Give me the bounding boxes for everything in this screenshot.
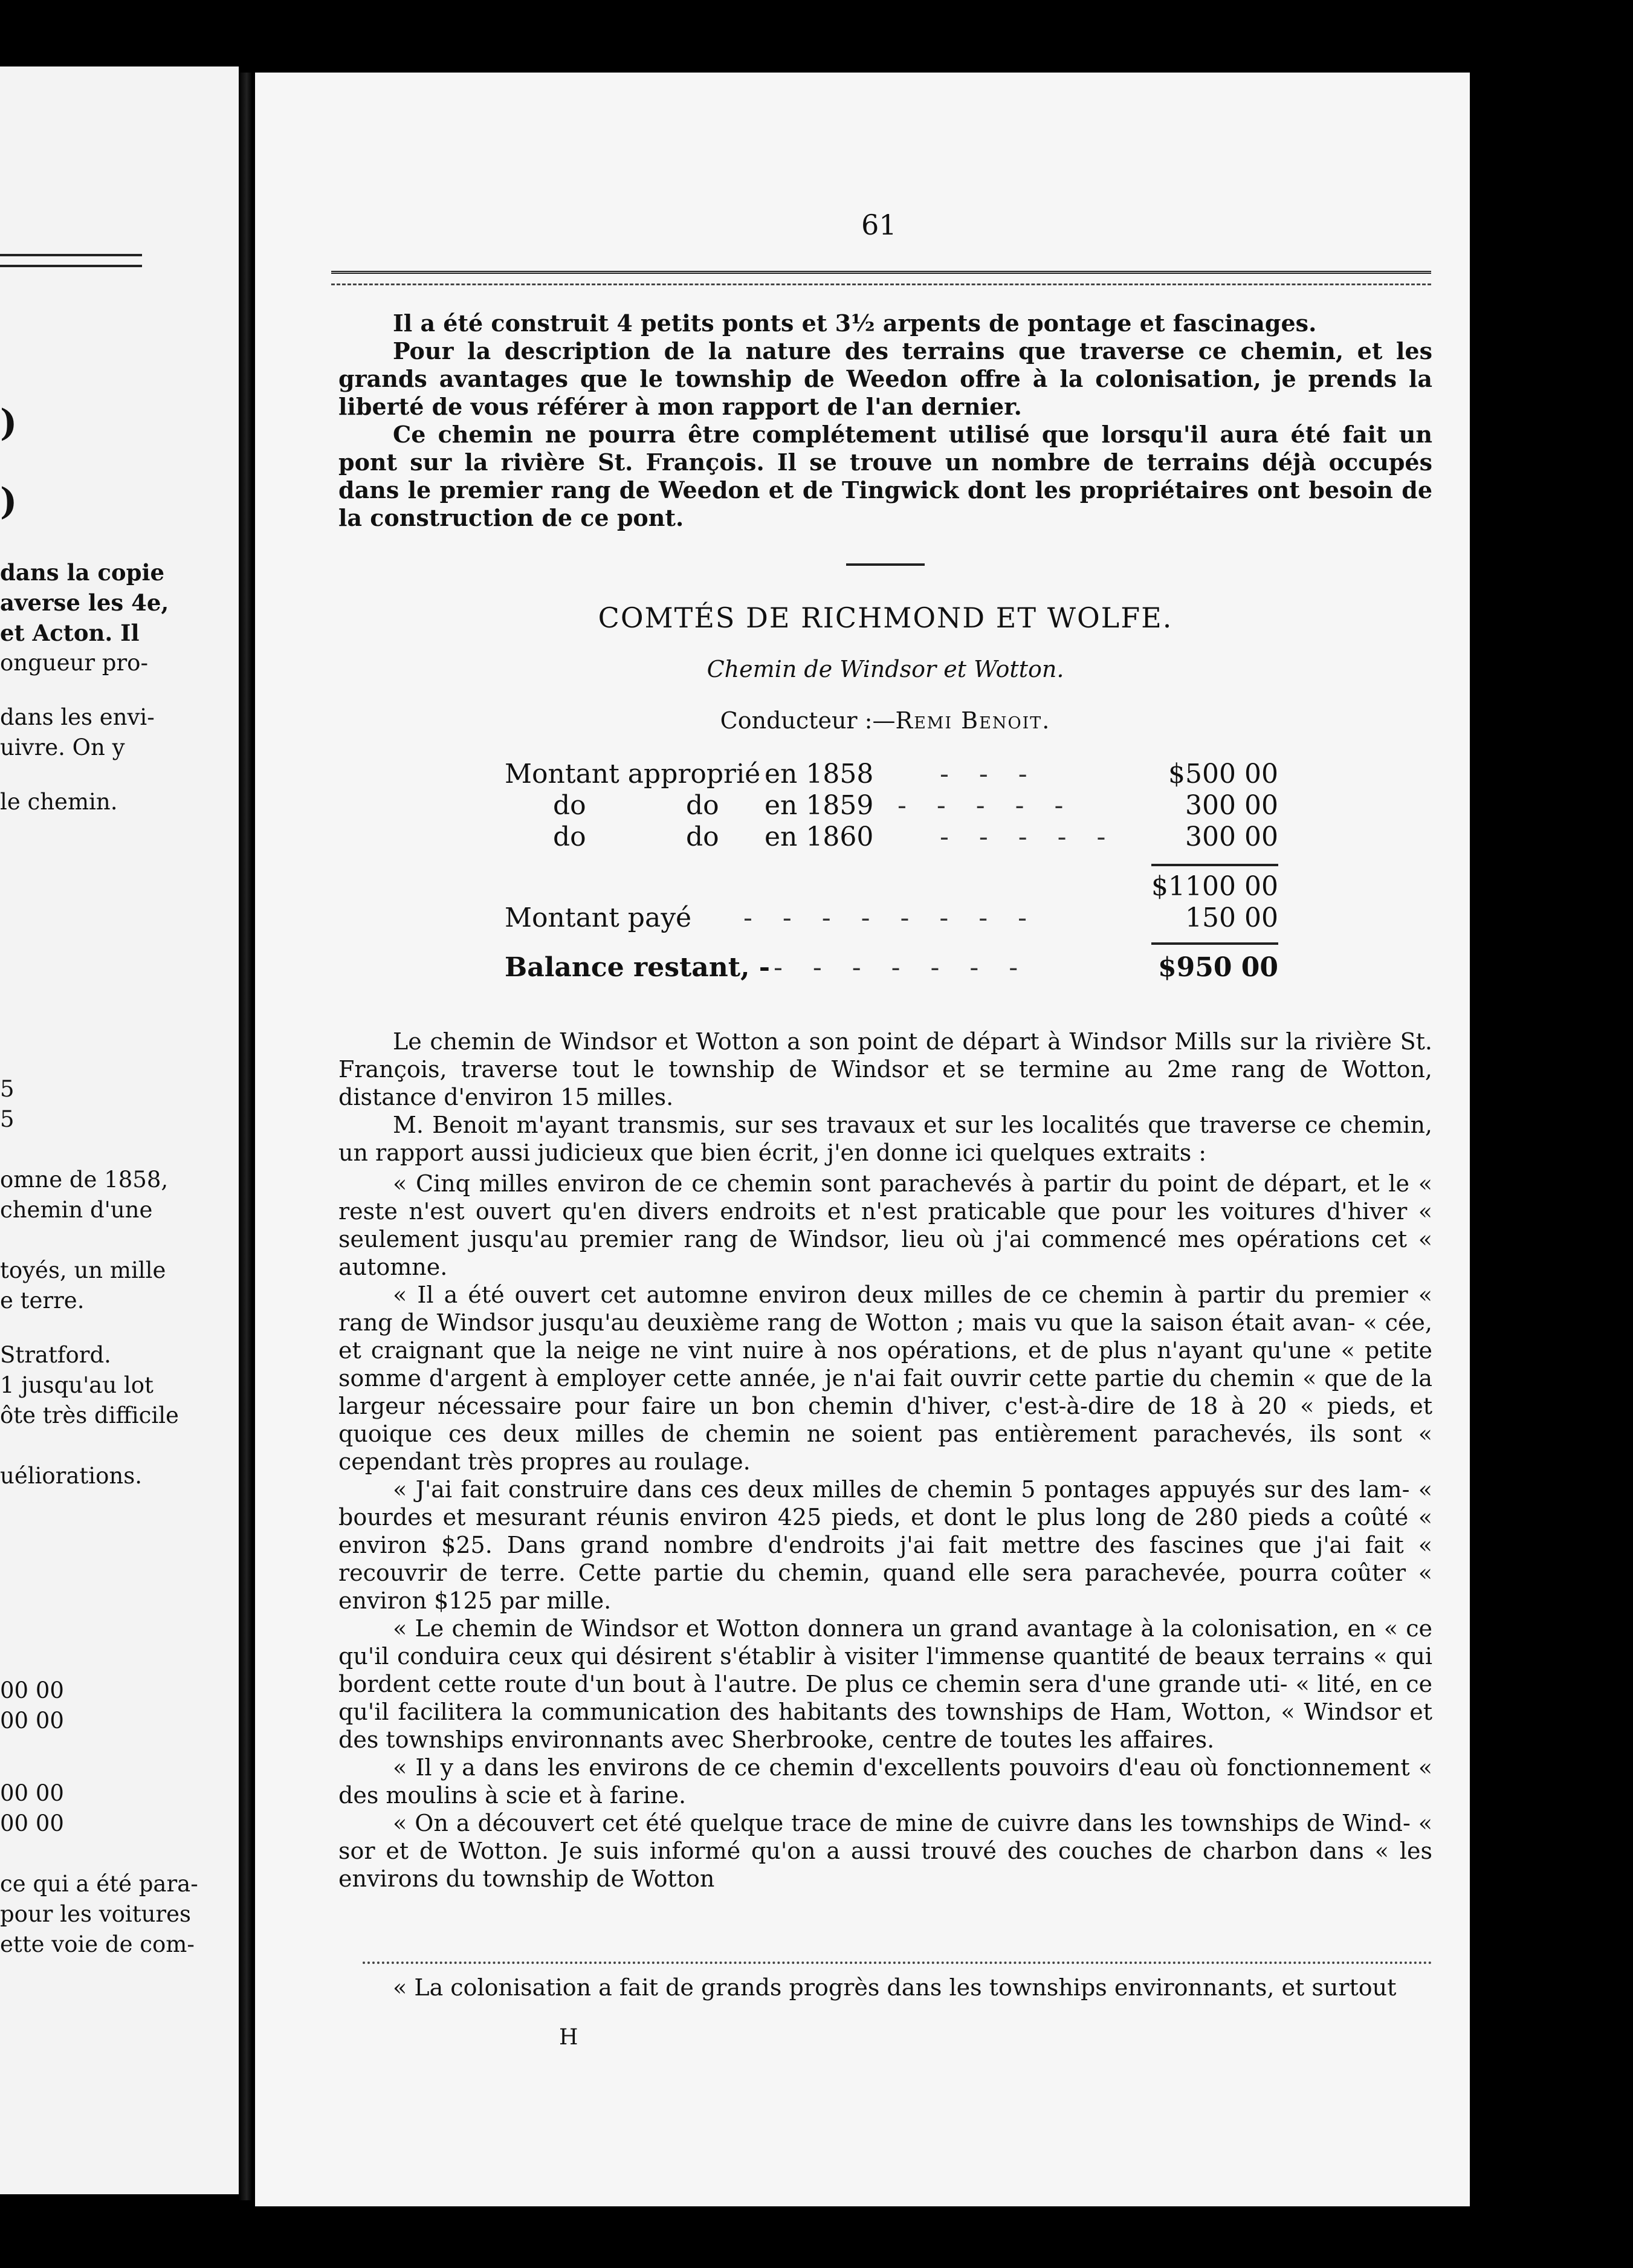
conducteur-label: Conducteur :— [720,707,896,734]
account-mid: do [686,790,719,821]
left-fragment: e terre. [0,1288,85,1314]
account-year: en 1859 [765,790,874,821]
left-fragment: toyés, un mille [0,1257,166,1283]
balance-label: Balance restant, - [505,952,771,983]
account-row: Montant approprié en 1858 --- $500 00 [505,759,1278,789]
quote-paragraph: « La colonisation a fait de grands progrès dans les townships environnants, et surtout [393,1974,1397,2001]
left-fragment: le chemin. [0,789,118,815]
ellipsis-line [363,1962,1432,1964]
left-fragment: 00 00 [0,1708,64,1734]
account-year: en 1858 [765,759,874,789]
sum-rule [1151,942,1278,945]
account-balance-row: Balance restant, - ------- $950 00 [505,952,1278,983]
section-subheading: Chemin de Windsor et Wotton. [707,656,1064,682]
left-fragment: dans les envi- [0,704,155,730]
left-fragment: omne de 1858, [0,1167,169,1193]
account-label: Montant approprié [505,759,761,789]
left-page-fragment [0,66,239,2194]
account-label: do [553,790,586,821]
account-row: do do en 1859 ----- 300 00 [553,790,1278,821]
section-heading: COMTÉS DE RICHMOND ET WOLFE. [598,601,1173,634]
left-fragment: uivre. On y [0,734,125,760]
left-fragment: Stratford. [0,1342,111,1368]
left-page-mark: ) [0,402,18,444]
intro-paragraph: Pour la description de la nature des terrains que traverse ce chemin, et les grands avantages que le township de Weedon offre à la colonisation, je prends la liberté de vous référer à mon rapport de l'an dernier. [338,337,1432,420]
accounts-table [505,759,1278,983]
left-fragment: pour les voitures [0,1901,191,1927]
account-row: do do en 1860 ----- 300 00 [553,821,1278,852]
account-paid-row: Montant payé -------- 150 00 [505,902,1278,933]
section-separator [846,563,925,566]
account-amount: 300 00 [1185,790,1278,821]
left-fragment: ce qui a été para- [0,1871,198,1897]
sum-rule [1151,864,1278,866]
left-page-mark: ) [0,481,18,523]
quote-paragraph: « Il y a dans les environs de ce chemin d'excellents pouvoirs d'eau où fonctionnement « des moulins à scie et à farine. [338,1754,1432,1809]
left-fragment: 00 00 [0,1677,64,1703]
quote-paragraph: « Le chemin de Windsor et Wotton donnera un grand avantage à la colonisation, en « ce qu'il conduira ceux qui désirent s'établir à visiter l'immense quantité de beaux terrains « qui bordent cette route d'un bout à l'autre. De plus ce chemin sera d'une grande uti- « lité, en ce qu'il facilitera la communication des habitants des townships de Ham, Wotton, « Windsor et des townships environnants avec Sherbrooke, centre de toutes les affaires. [338,1615,1432,1753]
body-paragraph: M. Benoit m'ayant transmis, sur ses travaux et sur les localités que traverse ce chemin, un rapport aussi judicieux que bien écrit, j'en donne ici quelques extraits : [338,1112,1432,1166]
quote-paragraph: « Cinq milles environ de ce chemin sont parachevés à partir du point de départ, et le « reste n'est ouvert qu'en divers endroits et n'est praticable que pour les voitures d'hiver « seulement jusqu'au premier rang de Windsor, lieu où j'ai commencé mes opérations cet « automne. [338,1170,1432,1280]
quoted-extracts [338,1170,1432,1893]
account-amount: 300 00 [1185,821,1278,852]
left-fragment: 00 00 [0,1780,64,1806]
account-label: do [553,821,586,852]
quote-paragraph: « On a découvert cet été quelque trace de mine de cuivre dans les townships de Wind- « sor et de Wotton. Je suis informé qu'on a aussi trouvé des couches de charbon dans « les environs du township de Wotton [338,1810,1432,1892]
balance-amount: $950 00 [1157,952,1278,983]
left-fragment: chemin d'une [0,1197,153,1223]
body-paragraph: Le chemin de Windsor et Wotton a son point de départ à Windsor Mills sur la rivière St. François, traverse tout le township de Windsor et se termine au 2me rang de Wotton, distance d'environ 15 milles. [338,1028,1432,1110]
left-fragment: 5 [0,1106,15,1132]
quote-paragraph: « Il a été ouvert cet automne environ deux milles de ce chemin à partir du premier « rang de Windsor jusqu'au deuxième rang de Wotton ; mais vu que la saison était avan- « cée, et craignant que la neige ne vint nuire à nos opérations, et de plus n'ayant qu'une « petite somme d'argent à employer cette année, je n'ai fait ouvrir cette partie du chemin « que de la largeur nécessaire pour faire un bon chemin d'hiver, c'est-à-dire de 18 à 20 « pieds, et quoique ces deux milles de chemin ne soient pas entièrement parachevés, ils sont « cependant très propres au roulage. [338,1281,1432,1475]
left-page-rule [0,254,142,267]
intro-paragraph: Il a été construit 4 petits ponts et 3½ arpents de pontage et fascinages. [393,309,1317,337]
conducteur-name: Remi Benoit. [895,707,1051,734]
book-spine [239,73,252,2200]
paid-amount: 150 00 [1185,902,1278,933]
header-rule [331,271,1431,285]
left-fragment: 5 [0,1076,15,1102]
left-fragment: 1 jusqu'au lot [0,1372,154,1398]
left-fragment: ette voie de com- [0,1931,195,1957]
quoted-extracts-end [338,1974,1432,2001]
intro-section [338,309,1432,532]
account-total-row [505,871,1278,902]
page-number: 61 [861,209,897,241]
left-fragment: averse les 4e, [0,589,169,616]
left-fragment: ôte très difficile [0,1402,179,1428]
conducteur-line [338,707,1432,734]
account-amount: $500 00 [1168,759,1278,789]
left-fragment: uéliorations. [0,1463,142,1489]
quote-paragraph: « J'ai fait construire dans ces deux milles de chemin 5 pontages appuyés sur des lam- « bourdes et mesurant réunis environ 425 pieds, et dont le plus long de 280 pieds a coûté « environ $25. Dans grand nombre d'endroits j'ai fait mettre des fascines que j'ai fait « recouvrir de terre. Cette partie du chemin, quand elle sera parachevée, pourra coûter « environ $125 par mille. [338,1476,1432,1614]
left-fragment: 00 00 [0,1810,64,1836]
paid-label: Montant payé [505,902,692,933]
account-year: en 1860 [765,821,874,852]
account-total: $1100 00 [1151,871,1278,902]
body-section [338,1028,1432,1167]
intro-paragraph: Ce chemin ne pourra être complétement utilisé que lorsqu'il aura été fait un pont sur la rivière St. François. Il se trouve un nombre de terrains déjà occupés dans le premier rang de Weedon et de Tingwick dont les propriétaires ont besoin de la construction de ce pont. [338,421,1432,531]
left-fragment: et Acton. Il [0,620,140,646]
account-mid: do [686,821,719,852]
left-fragment: dans la copie [0,559,165,586]
left-fragment: ongueur pro- [0,650,148,676]
signature-mark: H [559,2025,578,2050]
